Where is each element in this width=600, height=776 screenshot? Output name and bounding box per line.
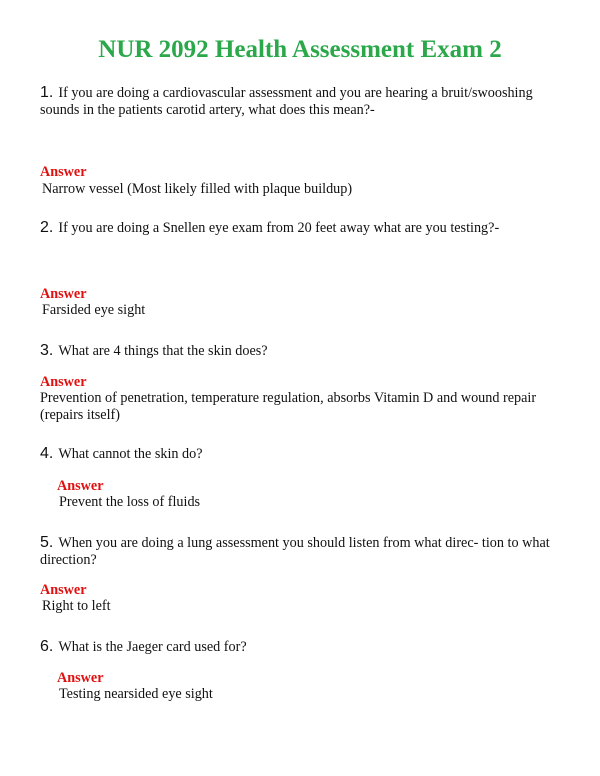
answer-text: Narrow vessel (Most likely filled with plaque buildup) <box>42 181 353 197</box>
question-4 <box>40 445 560 463</box>
question-number: 6. <box>40 638 54 655</box>
question-2 <box>40 219 560 237</box>
question-5 <box>40 534 560 569</box>
answer-label: Answer <box>57 670 104 686</box>
answer-label: Answer <box>40 164 87 180</box>
answer-text: Prevention of penetration, temperature regulation, absorbs Vitamin D and wound repair (repairs itself) <box>40 390 537 423</box>
question-text: When you are doing a lung assessment you should listen from what direc- tion to what direction? <box>40 535 550 568</box>
answer-label: Answer <box>40 286 87 302</box>
question-number: 2. <box>40 219 54 236</box>
answer-label: Answer <box>57 478 104 494</box>
question-1 <box>40 84 560 119</box>
question-text: What are 4 things that the skin does? <box>58 343 268 359</box>
question-number: 5. <box>40 534 54 551</box>
answer-text: Prevent the loss of fluids <box>59 494 201 510</box>
answer-label: Answer <box>40 374 87 390</box>
question-text: If you are doing a cardiovascular assessment and you are hearing a bruit/swooshing sounds in the patients carotid artery, what does this mean?- <box>40 85 533 118</box>
question-number: 4. <box>40 445 54 462</box>
answer-text: Testing nearsided eye sight <box>59 686 213 702</box>
answer-text: Farsided eye sight <box>42 302 146 318</box>
answer-label: Answer <box>40 582 87 598</box>
question-text: What cannot the skin do? <box>58 446 203 462</box>
question-number: 3. <box>40 342 54 359</box>
question-text: What is the Jaeger card used for? <box>58 639 247 655</box>
question-number: 1. <box>40 84 54 101</box>
question-6 <box>40 638 560 656</box>
question-3 <box>40 342 560 360</box>
question-text: If you are doing a Snellen eye exam from 20 feet away what are you testing?- <box>58 220 500 236</box>
answer-text: Right to left <box>42 598 111 614</box>
page-title: NUR 2092 Health Assessment Exam 2 <box>98 36 502 63</box>
